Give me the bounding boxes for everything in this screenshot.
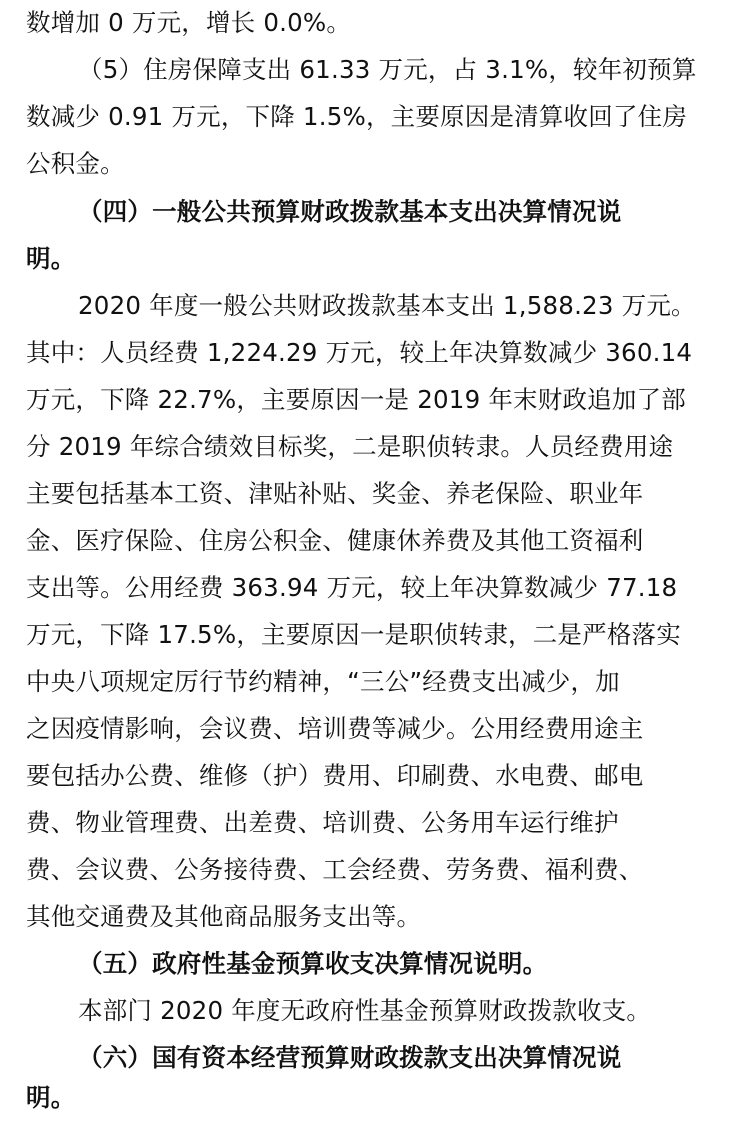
text-line: 支出等。公用经费 363.94 万元，较上年决算数减少 77.18 xyxy=(26,573,678,602)
section-heading-5: （五）政府性基金预算收支决算情况说明。 xyxy=(78,949,548,978)
text-line: 其中：人员经费 1,224.29 万元，较上年决算数减少 360.14 xyxy=(26,338,693,367)
text-line: 金、医疗保险、住房公积金、健康休养费及其他工资福利 xyxy=(26,526,644,555)
text-line: 中央八项规定厉行节约精神，“三公”经费支出减少，加 xyxy=(26,667,620,696)
text-line: 万元，下降 22.7%，主要原因一是 2019 年末财政追加了部 xyxy=(26,385,686,414)
text-line: 主要包括基本工资、津贴补贴、奖金、养老保险、职业年 xyxy=(26,479,644,508)
section-heading-6: （六）国有资本经营预算财政拨款支出决算情况说 xyxy=(78,1043,622,1072)
section-heading-4-cont: 明。 xyxy=(26,244,76,273)
text-line: 要包括办公费、维修（护）费用、印刷费、水电费、邮电 xyxy=(26,761,644,790)
text-line: 之因疫情影响，会议费、培训费等减少。公用经费用途主 xyxy=(26,714,644,743)
text-line: 数增加 0 万元，增长 0.0%。 xyxy=(26,8,352,37)
text-line: 公积金。 xyxy=(26,149,125,178)
section-heading-6-cont: 明。 xyxy=(26,1083,76,1112)
text-line: 其他交通费及其他商品服务支出等。 xyxy=(26,902,422,931)
text-line: 费、会议费、公务接待费、工会经费、劳务费、福利费、 xyxy=(26,855,644,884)
section-heading-4: （四）一般公共预算财政拨款基本支出决算情况说 xyxy=(78,197,622,226)
paragraph-housing-expenditure: （5）住房保障支出 61.33 万元，占 3.1%，较年初预算 xyxy=(78,55,697,84)
paragraph-basic-expenditure: 2020 年度一般公共财政拨款基本支出 1,588.23 万元。 xyxy=(78,291,696,320)
paragraph-government-fund: 本部门 2020 年度无政府性基金预算财政拨款收支。 xyxy=(78,996,652,1025)
text-line: 分 2019 年综合绩效目标奖，二是职侦转隶。人员经费用途 xyxy=(26,432,674,461)
text-line: 万元，下降 17.5%，主要原因一是职侦转隶，二是严格落实 xyxy=(26,620,681,649)
text-line: 费、物业管理费、出差费、培训费、公务用车运行维护 xyxy=(26,808,619,837)
text-line: 数减少 0.91 万元，下降 1.5%，主要原因是清算收回了住房 xyxy=(26,102,688,131)
